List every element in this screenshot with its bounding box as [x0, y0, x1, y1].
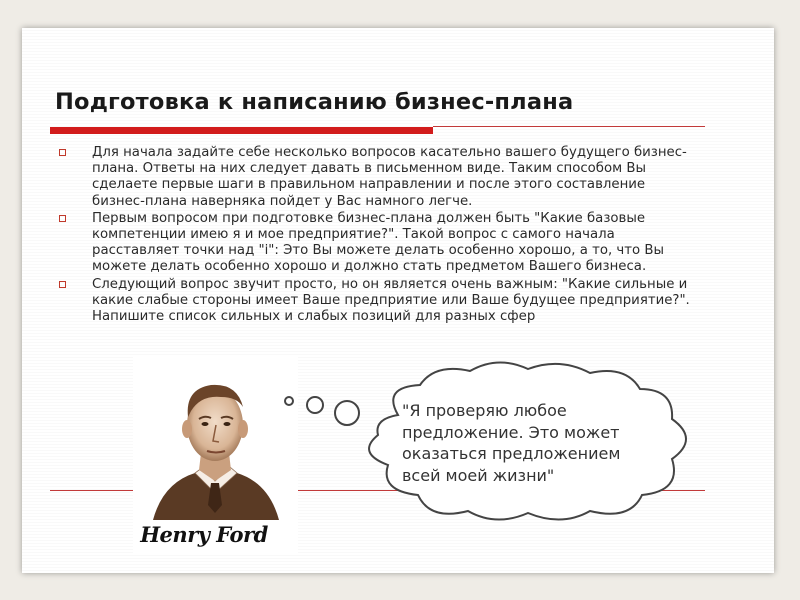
bullet-text: Следующий вопрос звучит просто, но он является очень важным: "Какие сильные и какие слабые стороны имеет Ваше предприятие или Ваше будущее предприятие?". Напишите список сильных и слабых позиций для разных сфер — [92, 276, 690, 325]
portrait-caption: Henry Ford — [140, 522, 268, 547]
slide-title: Подготовка к написанию бизнес-плана — [55, 89, 574, 115]
square-bullet-icon — [59, 281, 66, 288]
quote-text: "Я проверяю любое предложение. Это может оказаться предложением всей моей жизни" — [402, 401, 621, 485]
bullet-list — [50, 145, 700, 326]
bullet-text: Первым вопросом при подготовке бизнес-плана должен быть "Какие базовые компетенции имею я и мое предприятие?". Такой вопрос с самого начала расставляет точки над "i": Это Вы можете делать особенно хорошо, а то, что Вы можете делать особенно хорошо и должно стать предметом Вашего бизнеса. — [92, 210, 665, 275]
bullet-item — [50, 211, 700, 276]
square-bullet-icon — [59, 215, 66, 222]
bullet-text: Для начала задайте себе несколько вопросов касательно вашего будущего бизнес-плана. Ответы на них следует давать в письменном виде. Таким способом Вы сделаете первые шаги в правильном направлении и после этого составление бизнес-плана наверняка пойдет у Вас намного легче. — [92, 145, 687, 209]
title-underline-bar — [50, 127, 433, 134]
bullet-item — [50, 277, 700, 326]
square-bullet-icon — [59, 149, 66, 156]
title-underline-rule — [433, 126, 705, 127]
bullet-item — [50, 145, 700, 210]
